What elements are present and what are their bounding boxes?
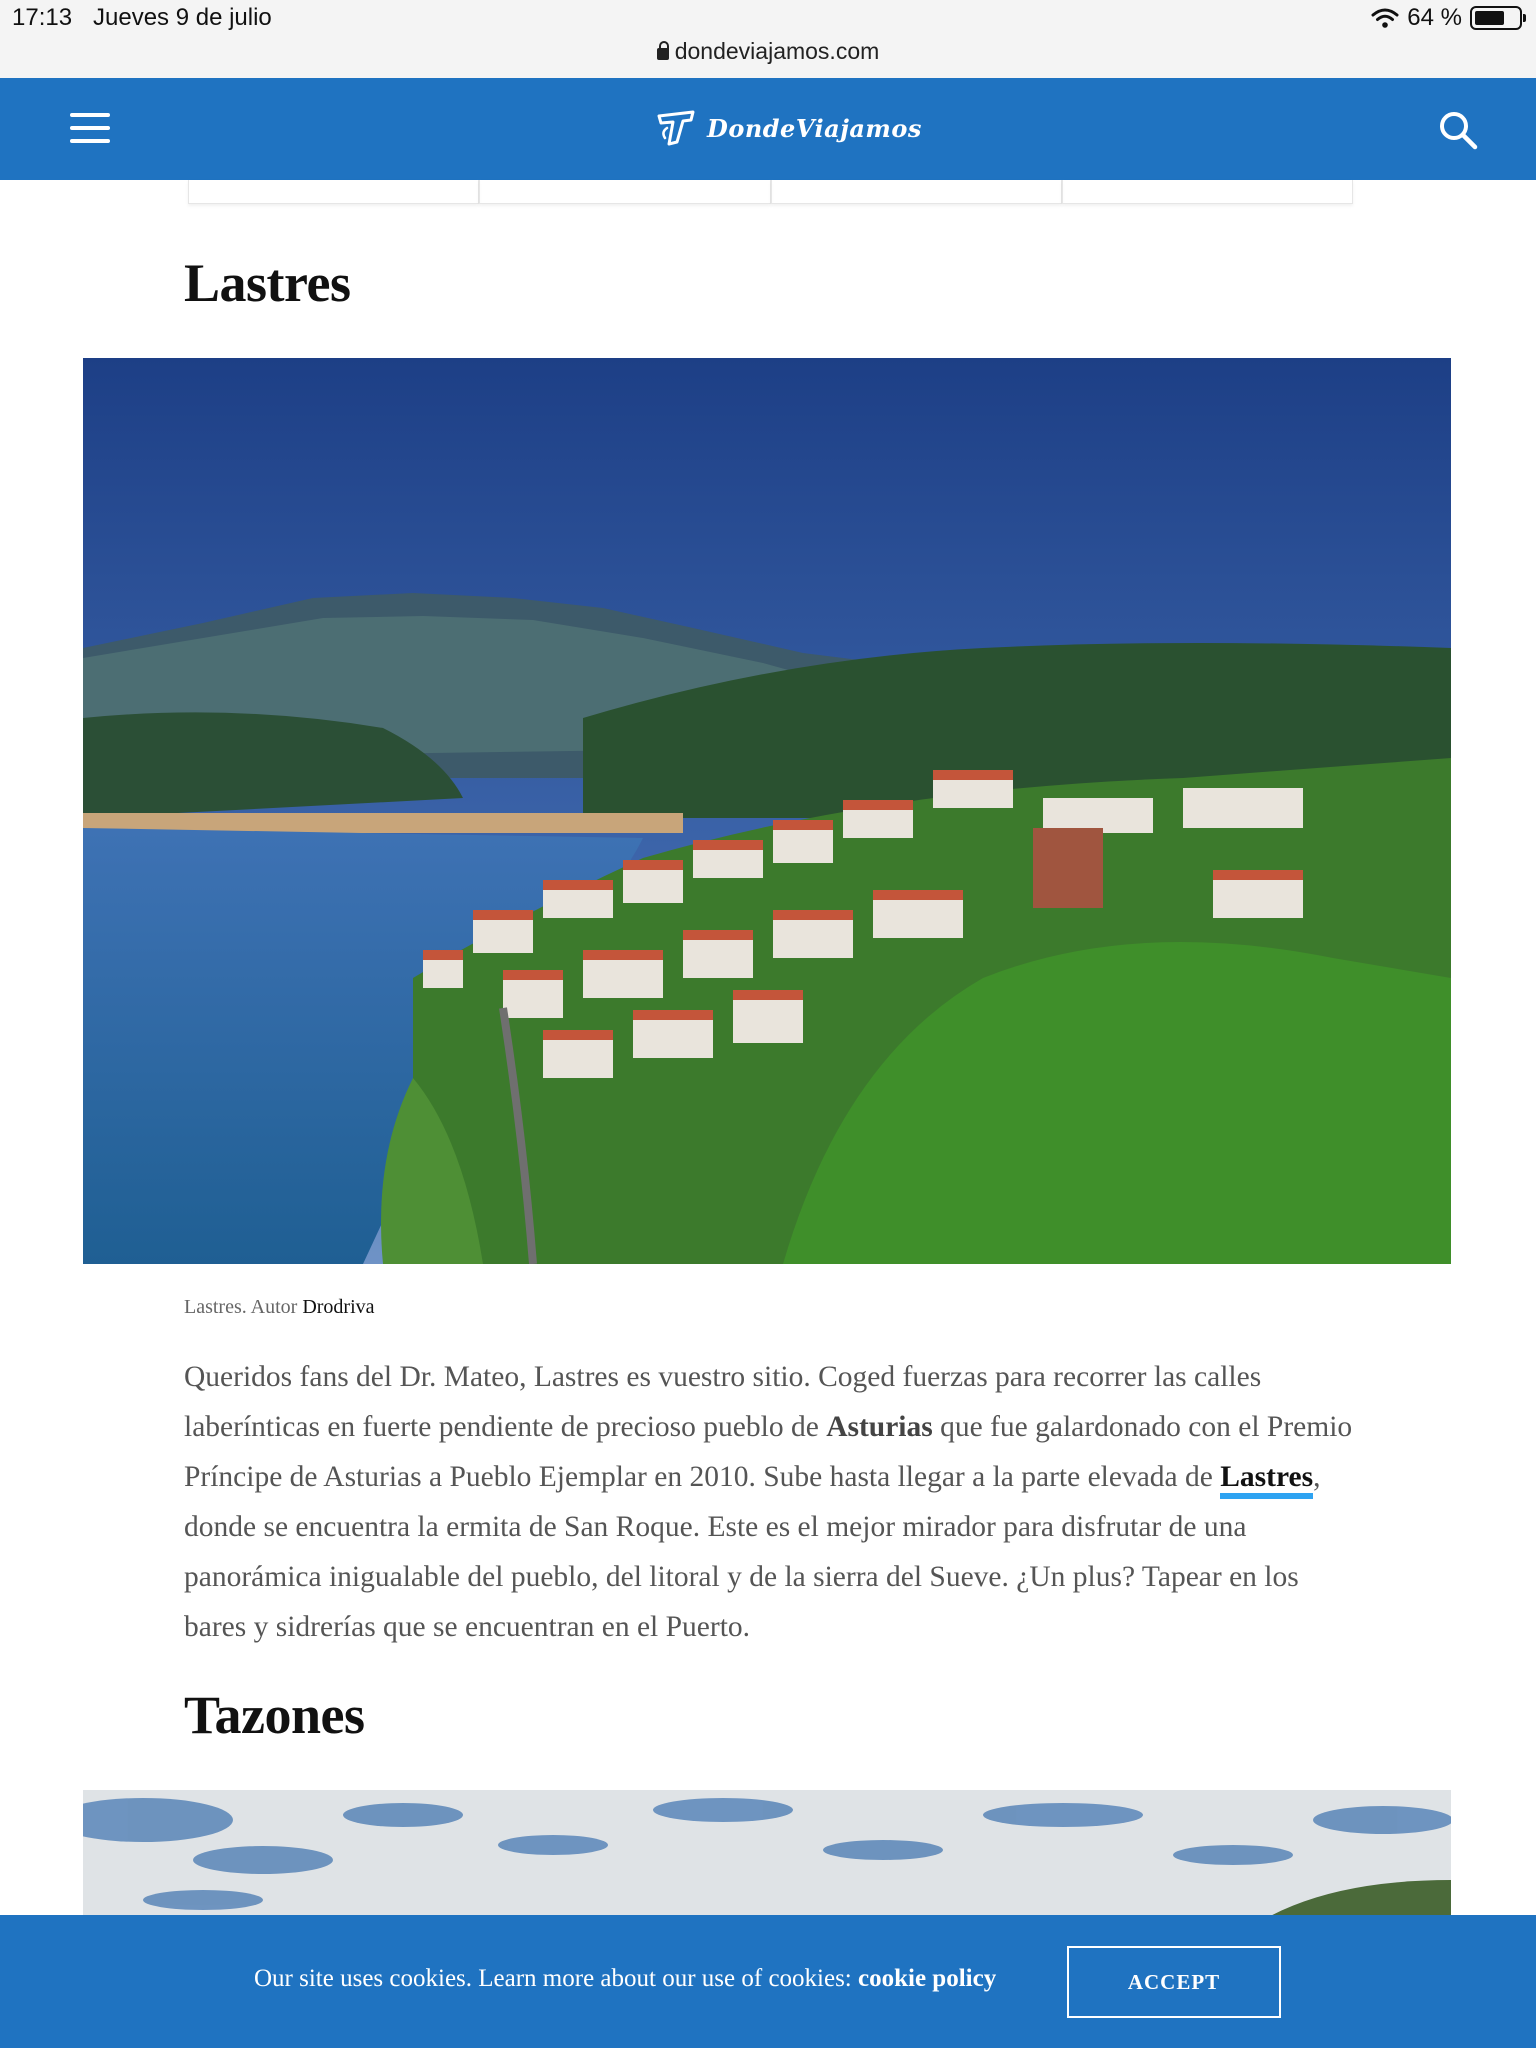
cookie-banner	[0, 1915, 1536, 2048]
address-bar[interactable]	[0, 38, 1536, 65]
related-cards-strip	[188, 180, 1353, 204]
paragraph-text: , donde se encuentra la ermita de San Roque. Este es el mejor mirador para disfrutar de una panorámica inigualable del pueblo, del litoral y de la sierra del Sueve. ¿Un plus? Tapear en los bares y sidrerías que se encuentran en el Puerto.	[184, 1461, 1321, 1643]
section-title-lastres: Lastres	[184, 253, 351, 313]
cookie-message: Our site uses cookies. Learn more about our use of cookies:	[254, 1965, 852, 1992]
logo-icon	[655, 108, 699, 148]
paragraph-text: Queridos fans del Dr. Mateo, Lastres es vuestro sitio. Coged fuerzas para recorrer las calles laberínticas en fuerte pendiente de precioso pueblo de	[184, 1361, 1262, 1443]
battery-icon	[1470, 6, 1522, 30]
search-icon[interactable]	[1438, 110, 1478, 150]
cookie-text	[254, 1965, 996, 1993]
status-time: 17:13	[12, 4, 73, 31]
hamburger-icon[interactable]	[70, 113, 110, 143]
section-title-tazones: Tazones	[184, 1685, 365, 1745]
lock-icon	[657, 48, 669, 60]
wifi-icon	[1371, 7, 1399, 29]
caption-prefix: Lastres. Autor	[184, 1296, 298, 1318]
lastres-link[interactable]: Lastres	[1220, 1461, 1313, 1499]
status-right	[1371, 4, 1522, 32]
battery-percent: 64 %	[1407, 4, 1462, 31]
asturias-bold: Asturias	[826, 1411, 933, 1443]
site-header	[0, 78, 1536, 180]
status-date: Jueves 9 de julio	[93, 4, 272, 31]
image-caption	[184, 1296, 375, 1319]
paragraph-text: que fue galardonado con el Premio Príncipe de Asturias a Pueblo Ejemplar en 2010. Sube hasta llegar a la parte elevada de	[184, 1411, 1353, 1493]
status-bar	[0, 0, 1536, 78]
accept-button[interactable]: ACCEPT	[1067, 1946, 1281, 2018]
lastres-paragraph	[184, 1352, 1354, 1652]
caption-author-link[interactable]: Drodriva	[302, 1296, 375, 1318]
cookie-policy-link[interactable]: cookie policy	[858, 1965, 997, 1992]
lastres-photo	[83, 358, 1451, 1264]
tazones-photo	[83, 1790, 1451, 1920]
url-text: dondeviajamos.com	[674, 38, 880, 64]
logo-text: DondeViajamos	[707, 113, 922, 143]
site-logo[interactable]	[655, 108, 922, 148]
